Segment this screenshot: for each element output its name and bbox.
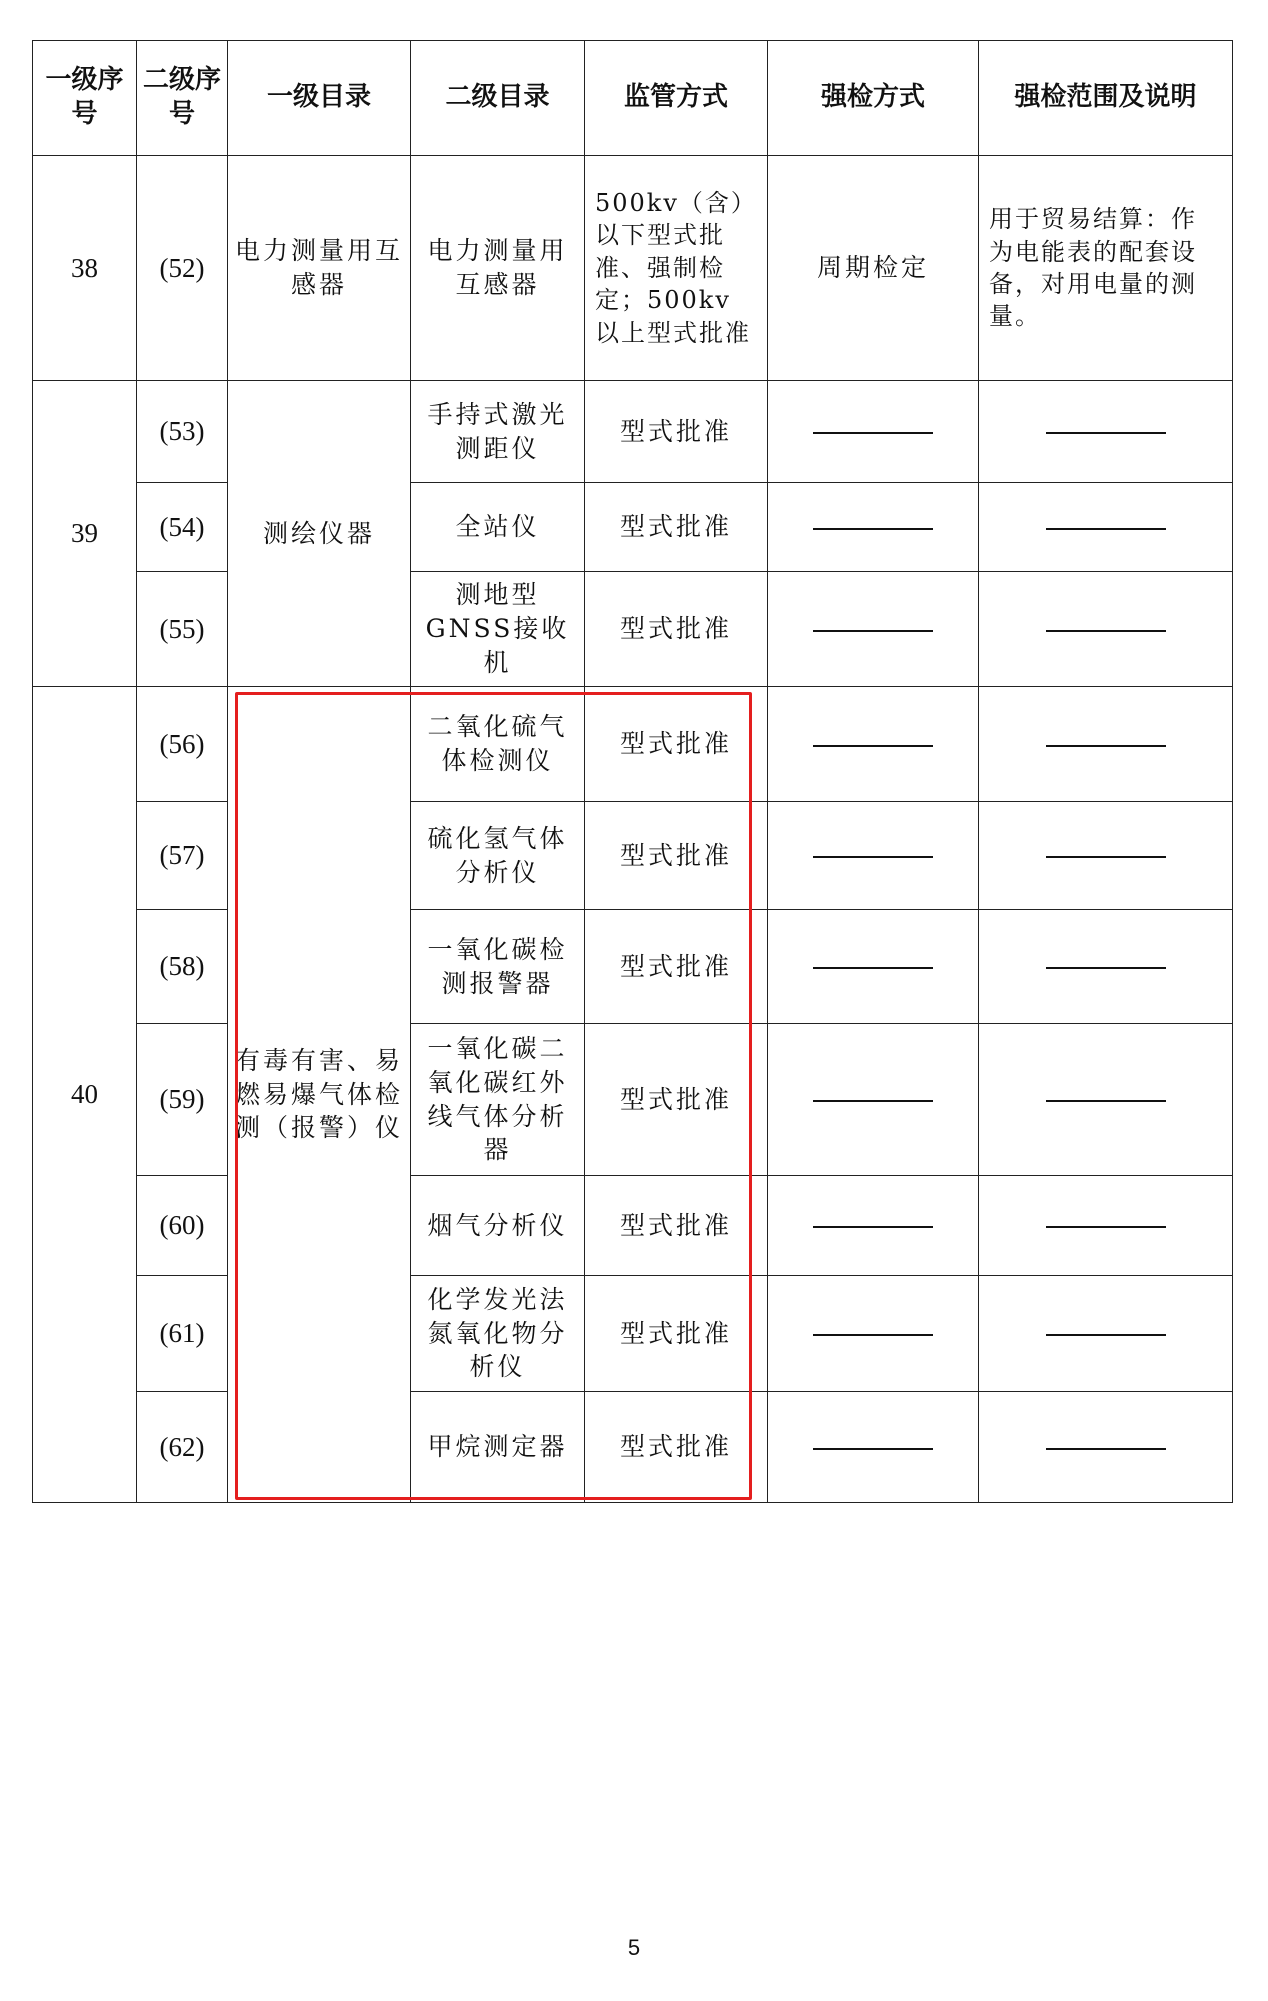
header-inspection: 强检方式 (768, 41, 979, 156)
inspection-dash (768, 1176, 979, 1276)
inspection-dash (768, 802, 979, 910)
l2-no-cell: (57) (137, 802, 228, 910)
inspection-dash (768, 572, 979, 687)
table-row (33, 802, 1233, 910)
inspection-dash (768, 1024, 979, 1176)
inspection-cell: 周期检定 (768, 156, 979, 381)
scope-dash (979, 687, 1233, 802)
l1-no-cell: 39 (33, 381, 137, 687)
l2-category-cell: 全站仪 (411, 483, 585, 572)
inspection-dash (768, 910, 979, 1024)
l2-category-cell: 甲烷测定器 (411, 1392, 585, 1503)
l2-no-cell: (54) (137, 483, 228, 572)
regulation-cell: 型式批准 (585, 910, 768, 1024)
scope-dash (979, 910, 1233, 1024)
scope-dash (979, 381, 1233, 483)
l2-category-cell: 电力测量用互感器 (411, 156, 585, 381)
l2-category-cell: 测地型GNSS接收机 (411, 572, 585, 687)
regulation-cell: 500kv（含）以下型式批准、强制检定；500kv 以上型式批准 (585, 156, 768, 381)
table-row (33, 1276, 1233, 1392)
l2-category-cell: 手持式激光测距仪 (411, 381, 585, 483)
l2-category-cell: 一氧化碳检测报警器 (411, 910, 585, 1024)
table-row (33, 1176, 1233, 1276)
scope-dash (979, 1176, 1233, 1276)
page-number: 5 (627, 1935, 641, 1960)
table-row (33, 483, 1233, 572)
header-l1-cat: 一级目录 (228, 41, 411, 156)
regulation-cell: 型式批准 (585, 1276, 768, 1392)
scope-dash (979, 572, 1233, 687)
header-regulation: 监管方式 (585, 41, 768, 156)
regulation-cell: 型式批准 (585, 1024, 768, 1176)
scope-dash (979, 1392, 1233, 1503)
regulation-cell: 型式批准 (585, 1392, 768, 1503)
inspection-dash (768, 687, 979, 802)
l2-no-cell: (61) (137, 1276, 228, 1392)
table-row (33, 572, 1233, 687)
header-row (33, 41, 1233, 156)
header-l2-cat: 二级目录 (411, 41, 585, 156)
l1-category-cell: 测绘仪器 (228, 381, 411, 687)
l2-no-cell: (53) (137, 381, 228, 483)
l1-no-cell: 40 (33, 687, 137, 1503)
inspection-dash (768, 1392, 979, 1503)
l2-category-cell: 一氧化碳二氧化碳红外线气体分析器 (411, 1024, 585, 1176)
l2-no-cell: (56) (137, 687, 228, 802)
header-scope: 强检范围及说明 (979, 41, 1233, 156)
scope-cell: 用于贸易结算：作为电能表的配套设备，对用电量的测量。 (979, 156, 1233, 381)
scope-dash (979, 483, 1233, 572)
l2-category-cell: 硫化氢气体分析仪 (411, 802, 585, 910)
scope-dash (979, 802, 1233, 910)
l2-category-cell: 烟气分析仪 (411, 1176, 585, 1276)
table-row (33, 381, 1233, 483)
inspection-dash (768, 483, 979, 572)
l2-no-cell: (58) (137, 910, 228, 1024)
l2-category-cell: 二氧化硫气体检测仪 (411, 687, 585, 802)
table-row (33, 910, 1233, 1024)
table-row (33, 156, 1233, 381)
l2-no-cell: (52) (137, 156, 228, 381)
table-row (33, 1024, 1233, 1176)
regulation-cell: 型式批准 (585, 572, 768, 687)
l2-no-cell: (59) (137, 1024, 228, 1176)
l2-no-cell: (60) (137, 1176, 228, 1276)
l1-category-cell: 电力测量用互感器 (228, 156, 411, 381)
regulation-cell: 型式批准 (585, 483, 768, 572)
regulation-cell: 型式批准 (585, 687, 768, 802)
inspection-dash (768, 381, 979, 483)
l1-no-cell: 38 (33, 156, 137, 381)
l2-no-cell: (55) (137, 572, 228, 687)
regulation-cell: 型式批准 (585, 802, 768, 910)
l2-no-cell: (62) (137, 1392, 228, 1503)
scope-dash (979, 1024, 1233, 1176)
table-row (33, 687, 1233, 802)
header-l2-no: 二级序号 (137, 41, 228, 156)
scope-dash (979, 1276, 1233, 1392)
inspection-dash (768, 1276, 979, 1392)
header-l1-no: 一级序号 (33, 41, 137, 156)
table-row (33, 1392, 1233, 1503)
regulation-cell: 型式批准 (585, 381, 768, 483)
l1-category-cell: 有毒有害、易燃易爆气体检测（报警）仪 (228, 687, 411, 1503)
catalog-table (32, 40, 1233, 1503)
l2-category-cell: 化学发光法氮氧化物分析仪 (411, 1276, 585, 1392)
regulation-cell: 型式批准 (585, 1176, 768, 1276)
